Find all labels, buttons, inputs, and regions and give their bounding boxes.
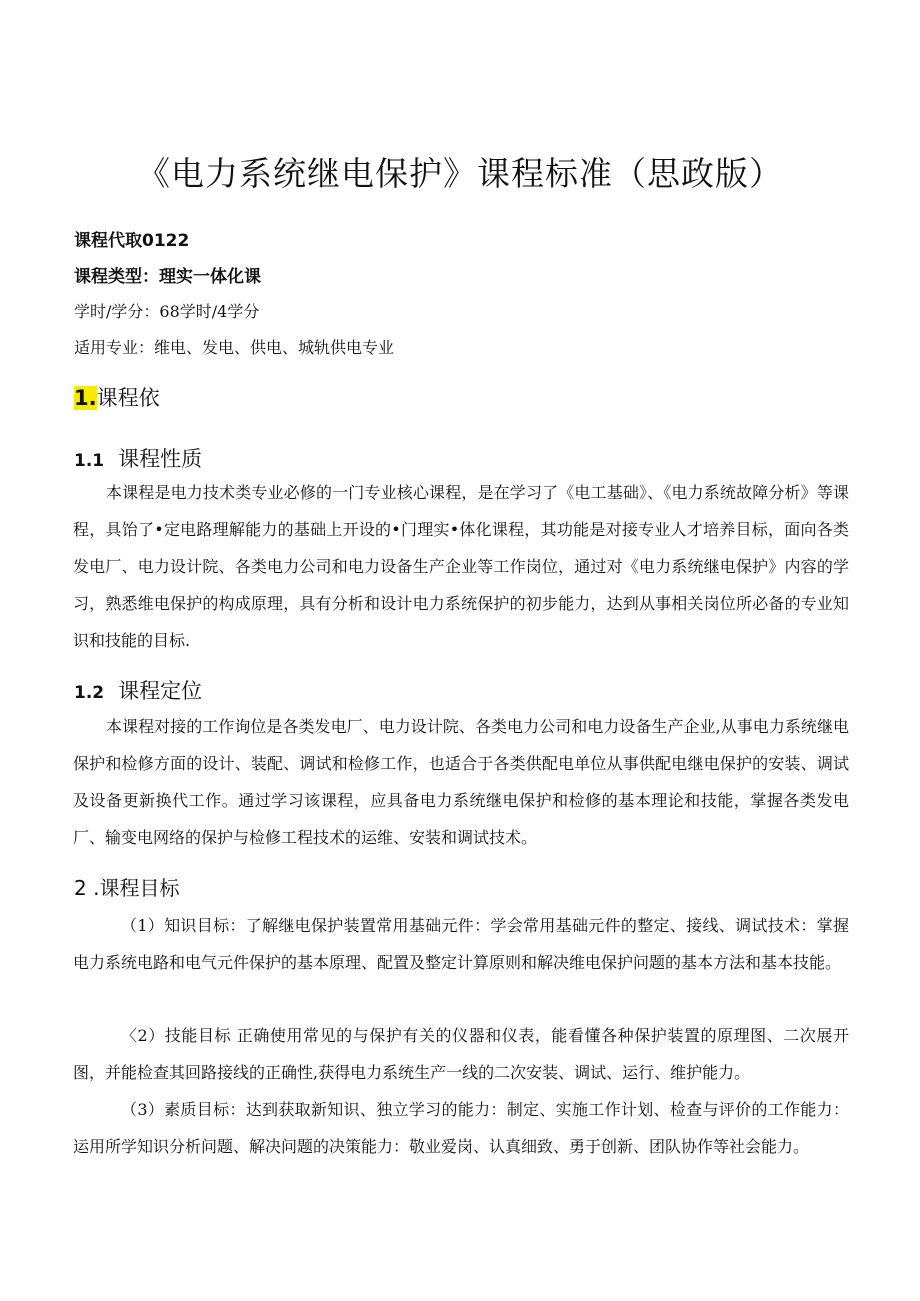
section-1-2-heading: [74, 675, 202, 705]
section-1-1-heading: [74, 443, 202, 473]
course-nature-paragraph: 本课程是电力技术类专业必修的一门专业核心课程，是在学习了《电工基础》、《电力系统故障分析》等课程，具饴了•定电路理解能力的基础上开设的•门理实•体化课程，其功能是对接专业人才培养目标，面向各类发电厂、电力设计院、各类电力公司和电力设备生产企业等工作岗位，通过对《电力系统继电保护》内容的学习，熟悉维电保护的构成原理，具有分析和设计电力系统保护的初步能力，达到从事相关岗位所必备的专业知识和技能的目标.: [73, 483, 849, 650]
section-1-1-title: 课程性质: [118, 447, 203, 471]
course-hours: 学时/学分：68学时/4学分: [74, 302, 260, 321]
section-2-heading: 2 .课程目标: [74, 876, 180, 900]
section-1-heading: [74, 382, 160, 412]
goal-knowledge-paragraph: （1）知识目标：了解继电保护装置常用基础元件：学会常用基础元件的整定、接线、调试技术：掌握电力系统电路和电气元件保护的基本原理、配置及整定计算原则和解决维电保护问题的基本方法和基本技能。: [73, 916, 849, 972]
applicable-majors: 适用专业：维电、发电、供电、城轨供电专业: [74, 338, 395, 357]
section-1-2-number: 1.2: [74, 683, 105, 703]
section-1-number: 1.: [74, 386, 97, 410]
document-title: 《电力系统继电保护》课程标准（思政版）: [137, 154, 783, 193]
course-code: 课程代取0122: [74, 231, 190, 251]
goal-skill-paragraph: 〈2）技能目标 正确使用常见的与保护有关的仪器和仪表，能看懂各种保护装置的原理图、二次展开图，并能检查其回路接线的正确性,获得电力系统生产一线的二次安装、调试、运行、维护能力。: [73, 1026, 849, 1082]
course-position-paragraph: 本课程对接的工作询位是各类发电厂、电力设计院、各类电力公司和电力设备生产企业,从事电力系统继电保护和检修方面的设计、装配、调试和检修工作，也适合于各类供配电单位从事供配电继电保护的安装、调试及设备更新换代工作。通过学习该课程，应具备电力系统继电保护和检修的基本理论和技能，掌握各类发电厂、输变电网络的保护与检修工程技术的运维、安装和调试技术。: [73, 717, 849, 847]
section-1-2-title: 课程定位: [118, 679, 203, 703]
section-1-1-number: 1.1: [74, 451, 105, 471]
section-1-title: 课程依: [96, 386, 160, 410]
course-type: 课程类型：理实一体化课: [74, 267, 261, 287]
goal-quality-paragraph: （3）素质目标：达到获取新知识、独立学习的能力：制定、实施工作计划、检查与评价的工作能力：运用所学知识分析问题、解决问题的决策能力：敬业爱岗、认真细致、勇于创新、团队协作等社会能力。: [73, 1100, 849, 1156]
